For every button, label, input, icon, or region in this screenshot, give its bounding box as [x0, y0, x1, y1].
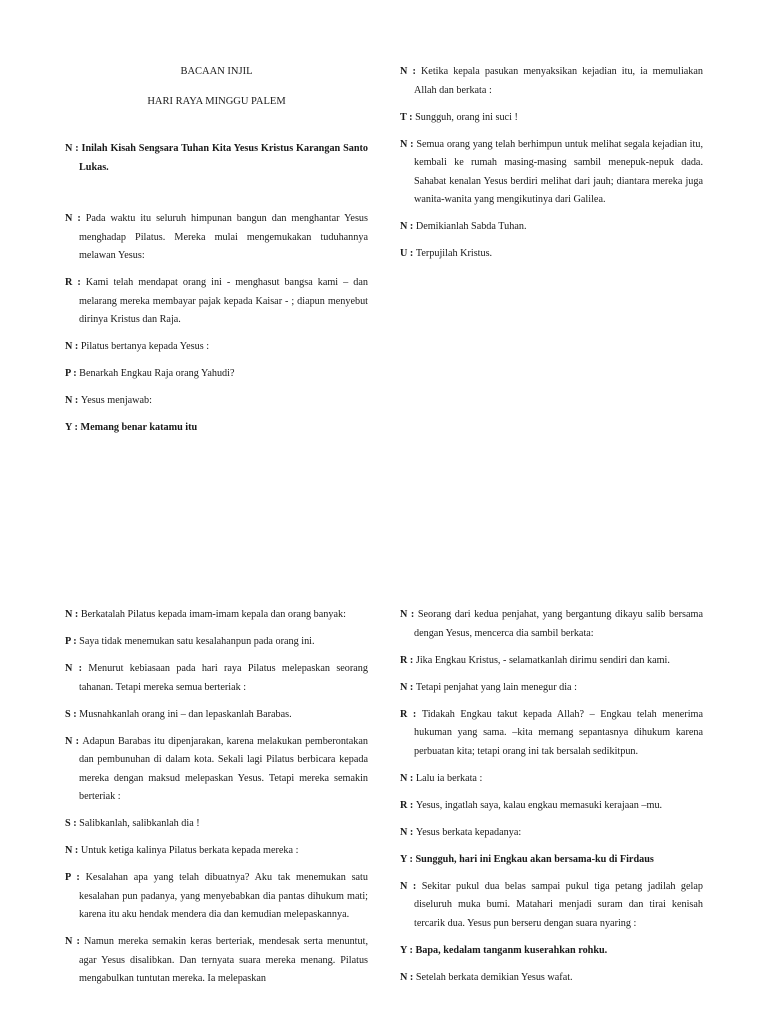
speaker-separator: : [72, 395, 81, 406]
speaker-label: N [65, 936, 73, 947]
speaker-label: N [400, 971, 408, 983]
speaker-separator: : [71, 422, 81, 433]
speaker-label: R [65, 277, 73, 288]
bottom-right-paragraphs [400, 606, 703, 987]
script-line [65, 140, 368, 177]
speaker-separator: : [72, 213, 86, 224]
script-line [65, 842, 368, 861]
script-line [400, 824, 703, 843]
speaker-label: N [400, 880, 408, 892]
script-line [400, 606, 703, 643]
column-top-right [400, 63, 703, 272]
line-text: Saya tidak menemukan satu kesalahanpun pada orang ini. [79, 636, 315, 647]
script-line [65, 815, 368, 834]
line-text: Semua orang yang telah berhimpun untuk melihat segala kejadian itu, kembali ke rumah masing-masing sambil menepuk-nepuk dada. Sahabat kenalan Yesus berdiri melihat dari jauh; diantara mereka juga wanita-wanita yang mengikutinya dari Galilea. [414, 138, 703, 205]
speaker-separator: : [407, 826, 416, 838]
speaker-separator: : [407, 221, 416, 232]
script-line [65, 706, 368, 725]
line-text: Ketika kepala pasukan menyaksikan kejadian itu, ia memuliakan Allah dan berkata : [414, 66, 703, 96]
script-line [400, 942, 703, 961]
script-line [65, 733, 368, 807]
speaker-separator: : [70, 368, 80, 379]
line-text: Pilatus bertanya kepada Yesus : [80, 341, 210, 352]
speaker-label: P [65, 368, 71, 379]
column-bottom-left [65, 606, 368, 997]
document-title: BACAAN INJIL [180, 66, 253, 77]
speaker-separator: : [72, 735, 83, 747]
speaker-separator: : [70, 636, 80, 647]
speaker-separator: : [407, 66, 421, 77]
line-text: Sekitar pukul dua belas sampai pukul tiga petang jadilah gelap diseluruh muka bumi. Matahari menjadi suram dan tirai kenisah tercarik dua. Yesus pun berseru dengan suara nyaring : [414, 880, 703, 929]
speaker-label: N [65, 143, 73, 154]
line-text: Namun mereka semakin keras berteriak, mendesak serta menuntut, agar Yesus disalibkan. Dan ternyata suara mereka menang. Pilatus mengabulkan tuntutan mereka. Ia melepaskan [79, 936, 368, 984]
speaker-label: N [400, 66, 408, 77]
script-line [400, 969, 703, 988]
line-text: Menurut kebiasaan pada hari raya Pilatus melepaskan seorang tahanan. Tetapi mereka semua berteriak : [79, 663, 368, 693]
script-line [65, 869, 368, 925]
speaker-label: U [400, 248, 408, 259]
speaker-separator: : [72, 143, 82, 154]
speaker-separator: : [407, 799, 416, 811]
line-text: Memang benar katamu itu [80, 422, 198, 433]
speaker-separator: : [406, 944, 416, 956]
line-text: Yesus, ingatlah saya, kalau engkau memasuki kerajaan –mu. [415, 799, 663, 811]
line-text: Sungguh, orang ini suci ! [415, 111, 518, 123]
speaker-separator: : [407, 609, 418, 620]
line-text: Lalu ia berkata : [415, 772, 483, 784]
top-left-paragraphs [65, 140, 368, 438]
speaker-label: S [65, 818, 71, 829]
script-line [400, 109, 703, 128]
column-top-left [65, 63, 368, 446]
script-line [400, 652, 703, 671]
speaker-separator: : [407, 248, 416, 259]
script-line [400, 878, 703, 934]
script-line [400, 679, 703, 698]
line-text: Adapun Barabas itu dipenjarakan, karena melakukan pemberontakan dan pembunuhan di dalam kota. Sekali lagi Pilatus berbicara kepada mereka dengan maksud melepaskan Yesus. Tetapi mereka semakin berteriak : [79, 735, 368, 802]
speaker-label: R [400, 708, 408, 720]
speaker-label: R [400, 799, 408, 811]
speaker-label: N [65, 213, 73, 224]
script-line [65, 419, 368, 438]
speaker-separator: : [72, 341, 81, 352]
speaker-label: N [400, 772, 408, 784]
line-text: Untuk ketiga kalinya Pilatus berkata kepada mereka : [80, 845, 299, 856]
speaker-separator: : [406, 853, 416, 865]
line-text: Yesus berkata kepadanya: [415, 826, 522, 838]
script-line [65, 338, 368, 357]
line-text: Setelah berkata demikian Yesus wafat. [415, 971, 573, 983]
line-text: Benarkah Engkau Raja orang Yahudi? [79, 368, 235, 379]
speaker-label: N [400, 681, 408, 693]
speaker-separator: : [72, 936, 84, 947]
line-text: Jika Engkau Kristus, - selamatkanlah dirimu sendiri dan kami. [415, 654, 670, 666]
script-line [400, 136, 703, 210]
speaker-separator: : [72, 663, 89, 674]
line-text: Terpujilah Kristus. [415, 248, 493, 259]
speaker-separator: : [72, 277, 86, 288]
speaker-label: N [400, 221, 408, 232]
speaker-separator: : [407, 971, 416, 983]
line-text: Salibkanlah, salibkanlah dia ! [79, 818, 200, 829]
speaker-separator: : [406, 111, 416, 123]
script-line [65, 660, 368, 697]
speaker-separator: : [407, 681, 416, 693]
speaker-separator: : [72, 845, 81, 856]
top-right-paragraphs [400, 63, 703, 264]
script-line [400, 218, 703, 237]
speaker-label: N [65, 341, 73, 352]
line-text: Sungguh, hari ini Engkau akan bersama-ku di Firdaus [415, 853, 654, 865]
speaker-label: Y [400, 944, 407, 956]
script-line [65, 365, 368, 384]
script-line [400, 245, 703, 264]
line-text: Seorang dari kedua penjahat, yang bergantung dikayu salib bersama dengan Yesus, mencerca dia sambil berkata: [414, 609, 703, 639]
line-text: Musnahkanlah orang ini – dan lepaskanlah Barabas. [79, 708, 292, 720]
line-text: Kesalahan apa yang telah dibuatnya? Aku tak menemukan satu kesalahan pun padanya, yang menyebabkan dia pantas dihukum mati; karena itu aku hendak mendera dia dan kemudian melepaskannya. [79, 872, 368, 920]
speaker-label: Y [400, 853, 407, 865]
speaker-label: P [65, 636, 71, 647]
speaker-label: S [65, 708, 71, 720]
speaker-label: Y [65, 422, 72, 433]
script-line [65, 633, 368, 652]
line-text: Demikianlah Sabda Tuhan. [415, 221, 527, 232]
document-subtitle: HARI RAYA MINGGU PALEM [147, 95, 286, 107]
script-line [65, 933, 368, 989]
script-line [400, 770, 703, 789]
line-text: Bapa, kedalam tanganm kuserahkan rohku. [415, 944, 608, 956]
script-line [65, 210, 368, 266]
speaker-separator: : [70, 708, 80, 720]
script-line [65, 392, 368, 411]
speaker-separator: : [407, 772, 416, 784]
speaker-label: N [65, 845, 73, 856]
line-text: Tetapi penjahat yang lain menegur dia : [415, 681, 577, 693]
speaker-label: R [400, 654, 408, 666]
line-text: Berkatalah Pilatus kepada imam-imam kepala dan orang banyak: [80, 609, 346, 620]
line-text: Yesus menjawab: [80, 395, 152, 406]
speaker-separator: : [70, 818, 80, 829]
script-line [400, 63, 703, 100]
column-bottom-right [400, 606, 703, 996]
speaker-separator: : [407, 138, 417, 150]
speaker-label: N [65, 735, 73, 747]
line-text: Tidakah Engkau takut kepada Allah? – Engkau telah menerima hukuman yang sama. –kita memang sepantasnya dihukum karena perbuatan kita; tetapi orang ini tak bersalah sedikitpun. [414, 708, 703, 757]
speaker-label: N [400, 609, 408, 620]
speaker-separator: : [407, 708, 422, 720]
line-text: Kami telah mendapat orang ini - menghasut bangsa kami – dan melarang mereka membayar pajak kepada Kaisar - ; diapun menyebut dirinya Kristus dan Raja. [79, 277, 368, 325]
speaker-label: N [65, 395, 73, 406]
speaker-label: T [400, 111, 407, 123]
line-text: Pada waktu itu seluruh himpunan bangun dan menghantar Yesus menghadap Pilatus. Mereka mulai mengemukakan tuduhannya melawan Yesus: [79, 213, 368, 261]
script-line [65, 274, 368, 330]
script-line [65, 606, 368, 625]
speaker-separator: : [70, 872, 86, 883]
speaker-separator: : [407, 654, 416, 666]
speaker-label: N [65, 663, 73, 674]
speaker-separator: : [72, 609, 81, 620]
line-text: Inilah Kisah Sengsara Tuhan Kita Yesus Kristus Karangan Santo Lukas. [79, 143, 368, 173]
script-line [400, 851, 703, 870]
bottom-left-paragraphs [65, 606, 368, 989]
speaker-label: N [400, 826, 408, 838]
speaker-separator: : [407, 880, 422, 892]
script-line [400, 706, 703, 762]
script-line [400, 797, 703, 816]
speaker-label: N [65, 609, 73, 620]
speaker-label: N [400, 138, 408, 150]
speaker-label: P [65, 872, 71, 883]
